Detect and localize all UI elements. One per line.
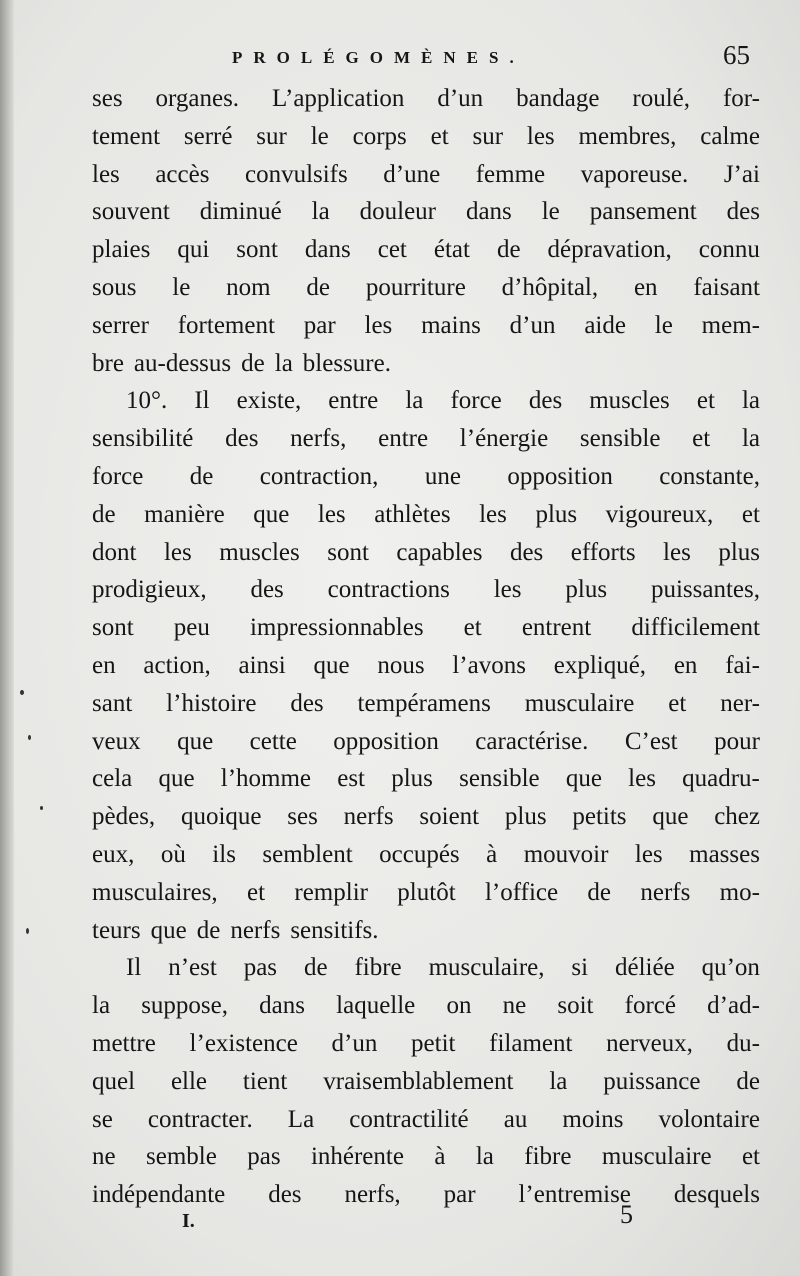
word: muscles bbox=[219, 538, 300, 566]
word: serrer bbox=[92, 311, 149, 339]
word: quoique bbox=[180, 803, 262, 831]
word: L’application bbox=[272, 85, 405, 112]
word: pas bbox=[247, 1143, 281, 1171]
word: se bbox=[92, 1105, 113, 1133]
word: nous bbox=[377, 651, 425, 679]
word: opposition bbox=[333, 727, 439, 755]
word: est bbox=[337, 765, 365, 793]
word: et bbox=[247, 878, 266, 906]
text-line bbox=[92, 723, 760, 761]
word: organes. bbox=[155, 85, 240, 112]
word: manière bbox=[144, 500, 225, 528]
word: les bbox=[92, 160, 120, 188]
word: mo- bbox=[719, 878, 760, 906]
word: ils bbox=[212, 840, 236, 868]
word: les bbox=[479, 500, 507, 528]
word: ses bbox=[287, 803, 318, 831]
word: plutôt bbox=[397, 878, 456, 906]
word: laquelle bbox=[336, 992, 416, 1020]
word: les bbox=[634, 840, 663, 868]
word: corps bbox=[352, 122, 407, 150]
word: sensible bbox=[459, 765, 540, 793]
text-line bbox=[92, 571, 760, 609]
word: existe, bbox=[236, 387, 302, 415]
word: dépravation, bbox=[547, 236, 672, 264]
word: 10°. bbox=[126, 387, 168, 415]
word: mains bbox=[421, 311, 481, 339]
word: sont bbox=[327, 538, 369, 566]
word: plaies bbox=[92, 236, 151, 264]
word: de bbox=[303, 954, 328, 982]
word: de bbox=[241, 349, 265, 377]
word: les bbox=[493, 576, 522, 604]
word: l’histoire bbox=[166, 689, 257, 717]
text-line bbox=[92, 118, 760, 156]
word: de bbox=[306, 273, 331, 301]
word: ses bbox=[92, 85, 123, 112]
text-line bbox=[92, 798, 760, 836]
word: faisant bbox=[693, 273, 760, 301]
word: bre bbox=[92, 349, 124, 377]
word: par bbox=[303, 311, 336, 339]
word: et bbox=[668, 689, 687, 717]
text-line bbox=[92, 949, 760, 987]
word: Il bbox=[194, 387, 210, 415]
word: les bbox=[163, 538, 192, 566]
word: que bbox=[253, 500, 290, 528]
word: on bbox=[446, 992, 472, 1020]
word: soit bbox=[557, 992, 594, 1020]
text-line bbox=[92, 420, 760, 458]
word: le bbox=[310, 122, 329, 150]
word: plus bbox=[718, 538, 760, 566]
word: accès bbox=[155, 160, 210, 188]
word: l’office bbox=[484, 878, 559, 906]
word: que bbox=[177, 727, 214, 755]
word: que bbox=[158, 765, 195, 793]
word: du- bbox=[726, 1029, 760, 1057]
word: sensibilité bbox=[92, 425, 194, 453]
text-line bbox=[92, 345, 760, 383]
word: petits bbox=[572, 803, 627, 831]
word: des bbox=[225, 425, 259, 453]
word: dans bbox=[259, 992, 305, 1020]
word: et bbox=[696, 387, 715, 415]
text-line bbox=[92, 1101, 760, 1139]
signature-number: 5 bbox=[620, 1200, 633, 1229]
word: impressionnables bbox=[249, 614, 424, 642]
word: et bbox=[692, 425, 711, 453]
margin-speck bbox=[20, 690, 24, 695]
word: nerfs, bbox=[344, 1181, 401, 1209]
word: for- bbox=[722, 85, 760, 112]
word: La bbox=[287, 1105, 315, 1133]
word: puissance bbox=[603, 1067, 701, 1095]
word: la bbox=[274, 349, 293, 377]
word: quadru- bbox=[682, 765, 760, 793]
word: que bbox=[652, 803, 689, 831]
word: suppose, bbox=[141, 992, 229, 1020]
word: les bbox=[526, 122, 555, 150]
text-line bbox=[92, 1025, 760, 1063]
word: plus bbox=[504, 803, 547, 831]
word: entre bbox=[328, 387, 379, 415]
text-line bbox=[92, 912, 760, 950]
word: tement bbox=[92, 122, 161, 150]
word: cet bbox=[377, 236, 407, 264]
word: quel bbox=[92, 1067, 136, 1095]
word: vaporeuse. bbox=[580, 160, 689, 188]
word: qu’on bbox=[701, 954, 760, 982]
text-line bbox=[92, 269, 760, 307]
word: prodigieux, bbox=[92, 576, 207, 604]
word: Il bbox=[126, 954, 142, 982]
word: et bbox=[741, 500, 760, 528]
word: la bbox=[405, 387, 424, 415]
word: ainsi bbox=[238, 651, 286, 679]
word: soient bbox=[419, 803, 480, 831]
text-line bbox=[92, 836, 760, 874]
word: état bbox=[433, 236, 470, 264]
word: en bbox=[633, 273, 658, 301]
word: une bbox=[424, 462, 461, 490]
word: sant bbox=[92, 689, 133, 717]
word: les bbox=[663, 538, 691, 566]
text-line bbox=[92, 1063, 760, 1101]
word: eux, bbox=[92, 840, 135, 868]
word: fai- bbox=[725, 651, 760, 679]
word: des bbox=[250, 576, 284, 604]
word: sensible bbox=[579, 425, 661, 453]
word: des bbox=[528, 387, 563, 415]
word: la bbox=[549, 1067, 568, 1095]
page-gutter-shadow bbox=[0, 0, 14, 1276]
word: contraction, bbox=[259, 462, 379, 490]
word: nerfs bbox=[640, 878, 691, 906]
word: d’hôpital, bbox=[501, 273, 599, 301]
text-line bbox=[92, 534, 760, 572]
word: vigoureux, bbox=[605, 500, 714, 528]
text-line bbox=[92, 760, 760, 798]
word: en bbox=[673, 651, 698, 679]
word: nerfs bbox=[343, 803, 394, 831]
word: force bbox=[92, 462, 144, 490]
word: roulé, bbox=[632, 85, 690, 112]
word: mettre bbox=[92, 1029, 156, 1057]
text-line bbox=[92, 382, 760, 420]
word: connu bbox=[698, 236, 760, 264]
word: C’est bbox=[624, 727, 678, 755]
text-line bbox=[92, 80, 760, 118]
word: et bbox=[430, 122, 449, 150]
word: pourriture bbox=[365, 273, 466, 301]
page-number: 65 bbox=[723, 40, 750, 70]
word: musculaires, bbox=[92, 878, 218, 906]
word: l’existence bbox=[189, 1029, 298, 1057]
word: fibre bbox=[524, 1143, 572, 1171]
word: muscles bbox=[589, 387, 670, 415]
word: douleur bbox=[359, 198, 436, 226]
word: efforts bbox=[570, 538, 636, 566]
word: la bbox=[475, 1143, 494, 1171]
word: entrent bbox=[521, 614, 592, 642]
word: de bbox=[189, 462, 214, 490]
word: les bbox=[317, 500, 346, 528]
word: si bbox=[571, 954, 589, 982]
word: plus bbox=[391, 765, 433, 793]
word: elle bbox=[170, 1067, 208, 1095]
word: l’énergie bbox=[459, 425, 549, 453]
word: teurs bbox=[92, 916, 141, 944]
word: sous bbox=[92, 273, 137, 301]
word: d’une bbox=[383, 160, 441, 188]
word: caractérise. bbox=[475, 727, 589, 755]
word: et bbox=[463, 614, 482, 642]
word: que bbox=[313, 651, 350, 679]
word: nom bbox=[226, 273, 271, 301]
margin-speck bbox=[28, 735, 31, 740]
word: dans bbox=[465, 198, 512, 226]
word: ne bbox=[502, 992, 527, 1020]
word: contracter. bbox=[147, 1105, 253, 1133]
word: masses bbox=[689, 840, 760, 868]
word: membres, bbox=[578, 122, 677, 150]
word: bandage bbox=[516, 85, 600, 112]
word: le bbox=[541, 198, 560, 226]
word: de bbox=[587, 878, 612, 906]
word: pèdes, bbox=[92, 803, 156, 831]
word: volontaire bbox=[658, 1105, 760, 1133]
word: diminué bbox=[199, 198, 282, 226]
word: contractions bbox=[327, 576, 450, 604]
body-text bbox=[92, 80, 760, 1214]
word: difficilement bbox=[631, 614, 760, 642]
word: filament bbox=[489, 1029, 573, 1057]
word: qui bbox=[177, 236, 210, 264]
word: desquels bbox=[673, 1181, 760, 1209]
margin-speck bbox=[40, 806, 43, 810]
word: la bbox=[741, 387, 760, 415]
word: d’un bbox=[509, 311, 556, 339]
word: moins bbox=[562, 1105, 624, 1133]
word: où bbox=[160, 840, 186, 868]
text-line bbox=[92, 496, 760, 534]
word: calme bbox=[700, 122, 760, 150]
word: contractilité bbox=[349, 1105, 469, 1133]
word: sensitifs. bbox=[290, 916, 379, 944]
word: à bbox=[486, 840, 498, 868]
word: semblent bbox=[262, 840, 353, 868]
word: au bbox=[503, 1105, 528, 1133]
word: des bbox=[726, 198, 760, 226]
word: dont bbox=[92, 538, 137, 566]
word: ner- bbox=[720, 689, 760, 717]
word: sur bbox=[472, 122, 504, 150]
word: nerveux, bbox=[606, 1029, 693, 1057]
word: de bbox=[736, 1067, 760, 1095]
word: pansement bbox=[589, 198, 697, 226]
word: entre bbox=[378, 425, 429, 453]
word: sont bbox=[92, 614, 134, 642]
word: sont bbox=[236, 236, 278, 264]
word: capables bbox=[396, 538, 483, 566]
word: convulsifs bbox=[244, 160, 348, 188]
word: d’un bbox=[331, 1029, 378, 1057]
word: des bbox=[268, 1181, 302, 1209]
word: vraisemblablement bbox=[323, 1067, 514, 1095]
word: chez bbox=[714, 803, 760, 831]
signature-mark: I. bbox=[182, 1210, 195, 1232]
word: plus bbox=[565, 576, 608, 604]
word: la bbox=[311, 198, 330, 226]
word: en bbox=[92, 651, 116, 679]
text-line bbox=[92, 231, 760, 269]
word: fibre bbox=[354, 954, 402, 982]
page-header bbox=[92, 40, 760, 80]
word: pas bbox=[243, 954, 278, 982]
word: l’entremise bbox=[518, 1181, 631, 1209]
text-line bbox=[92, 1138, 760, 1176]
word: d’un bbox=[437, 85, 484, 112]
word: aide bbox=[584, 311, 626, 339]
word: tient bbox=[242, 1067, 288, 1095]
word: les bbox=[628, 765, 656, 793]
word: dans bbox=[304, 236, 351, 264]
word: remplir bbox=[294, 878, 368, 906]
word: cela bbox=[92, 765, 133, 793]
word: mouvoir bbox=[523, 840, 609, 868]
word: pour bbox=[714, 727, 760, 755]
text-line bbox=[92, 193, 760, 231]
text-line bbox=[92, 156, 760, 194]
word: la bbox=[741, 425, 760, 453]
text-line bbox=[92, 685, 760, 723]
word: tempéramens bbox=[357, 689, 491, 717]
word: au-dessus bbox=[133, 349, 232, 377]
text-line bbox=[92, 307, 760, 345]
word: que bbox=[150, 916, 187, 944]
word: puissantes, bbox=[650, 576, 760, 604]
word: semble bbox=[146, 1143, 217, 1171]
word: le bbox=[654, 311, 673, 339]
word: que bbox=[565, 765, 602, 793]
word: occupés bbox=[379, 840, 460, 868]
word: inhérente bbox=[310, 1143, 404, 1171]
text-line bbox=[92, 987, 760, 1025]
word: déliée bbox=[615, 954, 675, 982]
word: action, bbox=[143, 651, 211, 679]
margin-speck bbox=[26, 928, 29, 934]
word: nerfs, bbox=[290, 425, 347, 453]
word: et bbox=[741, 1143, 760, 1171]
text-line bbox=[92, 458, 760, 496]
text-line bbox=[92, 647, 760, 685]
word: forcé bbox=[624, 992, 676, 1020]
word: l’homme bbox=[220, 765, 312, 793]
word: constante, bbox=[659, 462, 760, 490]
word: force bbox=[450, 387, 502, 415]
word: fortement bbox=[177, 311, 275, 339]
word: mem- bbox=[701, 311, 760, 339]
word: expliqué, bbox=[553, 651, 647, 679]
word: nerfs bbox=[230, 916, 281, 944]
word: athlètes bbox=[374, 500, 451, 528]
word: par bbox=[443, 1181, 476, 1209]
word: des bbox=[509, 538, 544, 566]
running-head: PROLÉGOMÈNES. bbox=[232, 48, 525, 67]
word: de bbox=[196, 916, 221, 944]
word: musculaire bbox=[601, 1143, 712, 1171]
text-line bbox=[92, 874, 760, 912]
word: de bbox=[496, 236, 521, 264]
word: à bbox=[434, 1143, 446, 1171]
word: sur bbox=[256, 122, 287, 150]
word: de bbox=[92, 500, 116, 528]
word: J’ai bbox=[723, 160, 760, 188]
word: souvent bbox=[92, 198, 170, 226]
word: indépendante bbox=[92, 1181, 226, 1209]
word: d’ad- bbox=[707, 992, 760, 1020]
word: musculaire bbox=[524, 689, 635, 717]
word: femme bbox=[475, 160, 546, 188]
word: blessure. bbox=[302, 349, 391, 377]
word: l’avons bbox=[452, 651, 526, 679]
word: peu bbox=[173, 614, 210, 642]
page-footer bbox=[92, 1200, 760, 1240]
word: n’est bbox=[168, 954, 217, 982]
word: la bbox=[92, 992, 111, 1020]
word: veux bbox=[92, 727, 141, 755]
word: des bbox=[290, 689, 324, 717]
word: cette bbox=[249, 727, 297, 755]
word: serré bbox=[183, 122, 233, 150]
word: plus bbox=[535, 500, 578, 528]
word: opposition bbox=[507, 462, 613, 490]
word: les bbox=[364, 311, 393, 339]
word: le bbox=[172, 273, 191, 301]
word: musculaire, bbox=[428, 954, 545, 982]
word: petit bbox=[411, 1029, 456, 1057]
word: ne bbox=[92, 1143, 116, 1171]
text-line bbox=[92, 609, 760, 647]
